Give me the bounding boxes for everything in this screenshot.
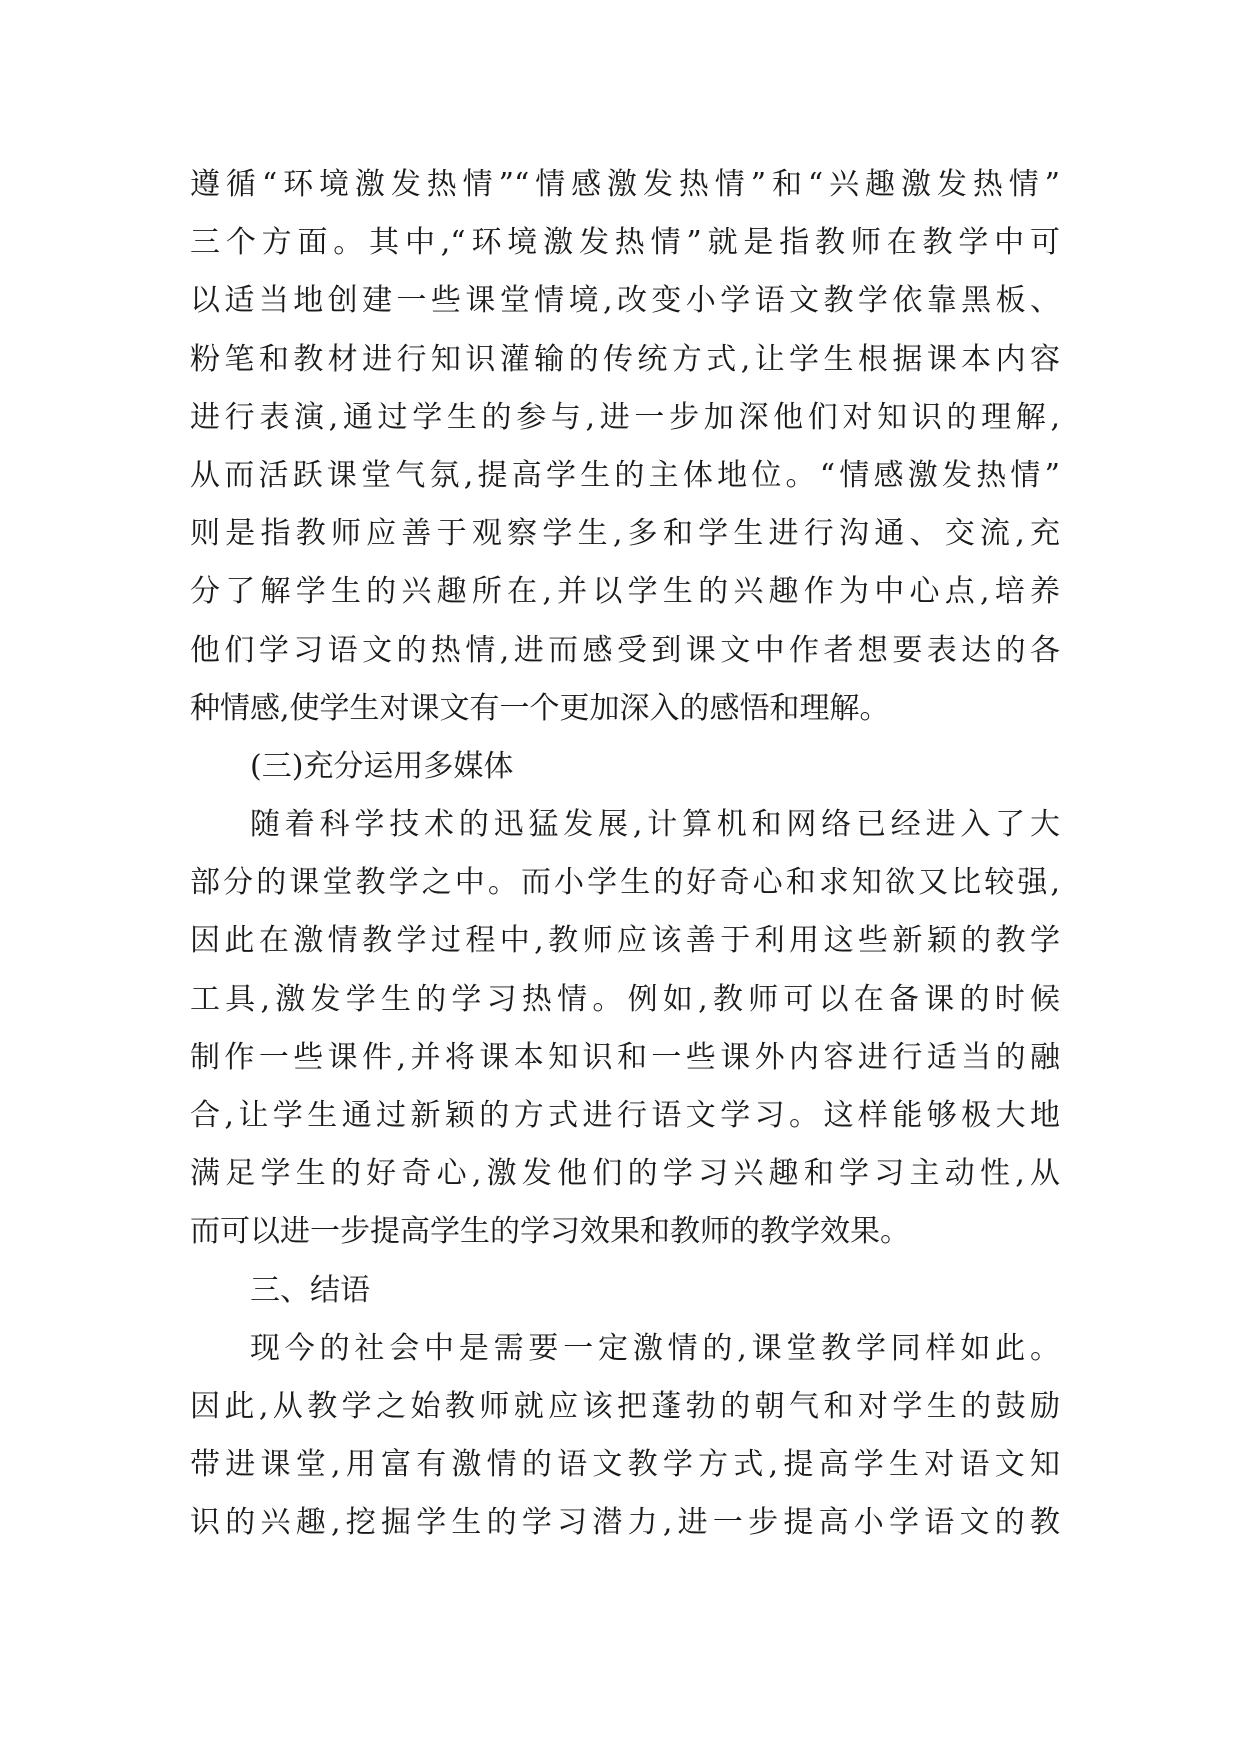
text-line: 随着科学技术的迅猛发展,计算机和网络已经进入了大 bbox=[250, 807, 1060, 843]
text-line: 粉笔和教材进行知识灌输的传统方式,让学生根据课本内容 bbox=[190, 341, 1060, 377]
section-heading: (三)充分运用多媒体 bbox=[250, 748, 514, 784]
text-line: 现今的社会中是需要一定激情的,课堂教学同样如此。 bbox=[250, 1330, 1060, 1366]
text-line: 带进课堂,用富有激情的语文教学方式,提高学生对语文知 bbox=[190, 1447, 1060, 1483]
text-line: 满足学生的好奇心,激发他们的学习兴趣和学习主动性,从 bbox=[190, 1156, 1060, 1192]
text-line: 部分的课堂教学之中。而小学生的好奇心和求知欲又比较强, bbox=[190, 865, 1060, 901]
text-line: 以适当地创建一些课堂情境,改变小学语文教学依靠黑板、 bbox=[190, 283, 1060, 319]
text-line: 他们学习语文的热情,进而感受到课文中作者想要表达的各 bbox=[190, 632, 1060, 668]
text-line: 分了解学生的兴趣所在,并以学生的兴趣作为中心点,培养 bbox=[190, 574, 1060, 610]
text-line: 因此,从教学之始教师就应该把蓬勃的朝气和对学生的鼓励 bbox=[190, 1388, 1060, 1424]
text-line: 种情感,使学生对课文有一个更加深入的感悟和理解。 bbox=[190, 690, 890, 726]
text-line: 进行表演,通过学生的参与,进一步加深他们对知识的理解, bbox=[190, 399, 1060, 435]
text-line: 而可以进一步提高学生的学习效果和教师的教学效果。 bbox=[190, 1214, 910, 1250]
text-line: 合,让学生通过新颖的方式进行语文学习。这样能够极大地 bbox=[190, 1098, 1060, 1133]
text-line: 工具,激发学生的学习热情。例如,教师可以在备课的时候 bbox=[190, 981, 1060, 1017]
text-line: 三个方面。其中,“环境激发热情”就是指教师在教学中可 bbox=[190, 225, 1060, 261]
text-line: 制作一些课件,并将课本知识和一些课外内容进行适当的融 bbox=[190, 1039, 1060, 1075]
body-text bbox=[190, 156, 1060, 1553]
text-line: 则是指教师应善于观察学生,多和学生进行沟通、交流,充 bbox=[190, 516, 1060, 552]
text-line: 识的兴趣,挖掘学生的学习潜力,进一步提高小学语文的教 bbox=[190, 1505, 1060, 1541]
section-heading: 三、结语 bbox=[250, 1272, 370, 1308]
text-line: 遵循“环境激发热情”“情感激发热情”和“兴趣激发热情” bbox=[190, 167, 1060, 202]
text-line: 从而活跃课堂气氛,提高学生的主体地位。“情感激发热情” bbox=[190, 457, 1060, 493]
text-line: 因此在激情教学过程中,教师应该善于利用这些新颖的教学 bbox=[190, 923, 1060, 959]
